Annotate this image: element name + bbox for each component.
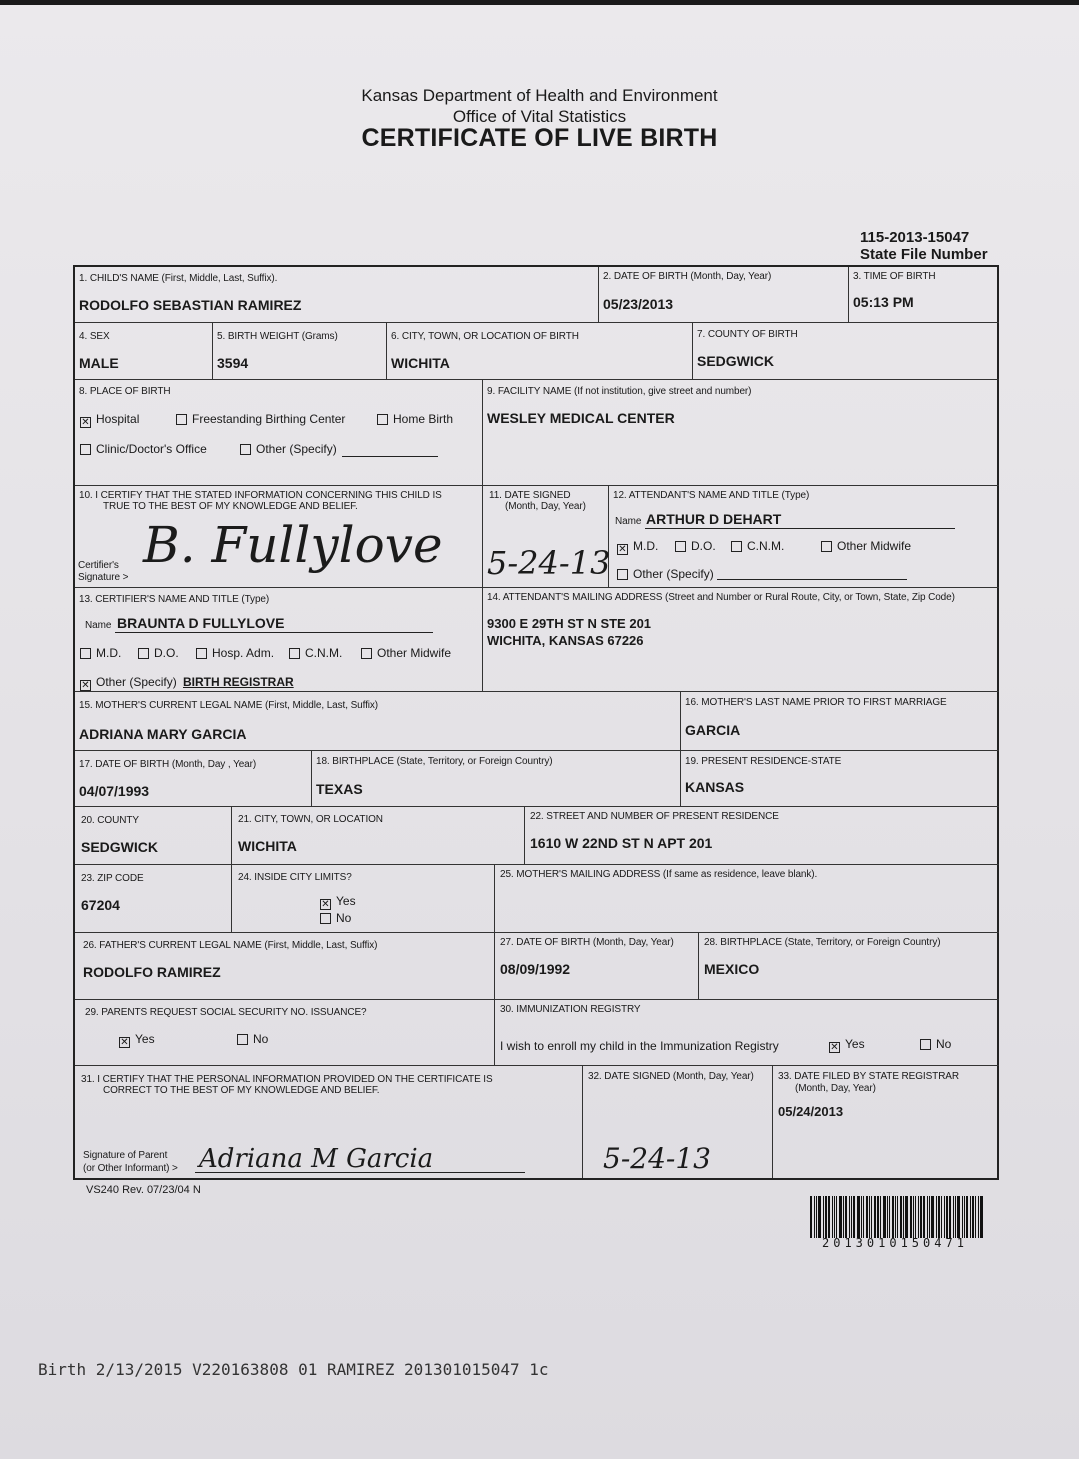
barcode-bar xyxy=(843,1196,844,1238)
parent-signature-label-1: Signature of Parent xyxy=(83,1150,168,1161)
office-name: Office of Vital Statistics xyxy=(452,107,627,126)
field-8-place-of-birth xyxy=(75,380,483,486)
barcode-bar xyxy=(980,1196,983,1238)
field-13-certifier-name xyxy=(75,588,483,692)
field-label: 22. STREET AND NUMBER OF PRESENT RESIDENCE xyxy=(530,811,779,822)
father-birthplace-value: MEXICO xyxy=(704,961,760,977)
checkbox-icon xyxy=(675,541,686,552)
barcode-bar xyxy=(832,1196,833,1238)
barcode-bar xyxy=(871,1196,872,1238)
barcode-bar xyxy=(892,1196,894,1238)
option-hospital[interactable]: ✕ Hospital xyxy=(81,412,140,428)
option-no[interactable]: No xyxy=(237,1032,268,1046)
form-revision: VS240 Rev. 07/23/04 N xyxy=(86,1184,201,1196)
field-label: 25. MOTHER'S MAILING ADDRESS (If same as residence, leave blank). xyxy=(500,869,818,880)
barcode-bar xyxy=(853,1196,855,1238)
barcode-bar xyxy=(895,1196,896,1238)
option-md[interactable]: ✕ M.D. xyxy=(618,539,659,555)
date-signed-handwritten: 5-24-13 xyxy=(487,544,611,582)
field-22-street-address xyxy=(525,807,999,865)
option-freestanding[interactable]: Freestanding Birthing Center xyxy=(176,412,345,426)
checkbox-icon xyxy=(289,648,300,659)
name-label: Name xyxy=(85,620,112,631)
city-of-birth-value: WICHITA xyxy=(391,355,450,371)
field-20-county xyxy=(75,807,232,865)
option-other[interactable]: Other (Specify) xyxy=(240,442,337,456)
barcode-bar xyxy=(966,1196,968,1238)
barcode-bar xyxy=(851,1196,852,1238)
option-other-specify[interactable]: ✕ Other (Specify) xyxy=(81,675,177,691)
option-clinic[interactable]: Clinic/Doctor's Office xyxy=(80,442,207,456)
birth-weight-value: 3594 xyxy=(217,355,249,371)
field-1-child-name xyxy=(75,267,599,323)
field-4-sex xyxy=(75,323,213,380)
attendant-name-value: ARTHUR D DEHART xyxy=(646,511,782,527)
field-28-father-birthplace xyxy=(699,933,999,1000)
barcode-bar xyxy=(877,1196,879,1238)
field-label: 11. DATE SIGNED xyxy=(489,490,571,501)
time-of-birth-value: 05:13 PM xyxy=(853,294,914,310)
field-11-date-signed xyxy=(483,486,609,588)
field-21-city xyxy=(232,807,525,865)
barcode-bar xyxy=(845,1196,847,1238)
field-14-attendant-address xyxy=(483,588,999,692)
checkbox-icon xyxy=(617,569,628,580)
checkbox-checked-icon: ✕ xyxy=(81,680,90,691)
field-label: 26. FATHER'S CURRENT LEGAL NAME (First, Middle, Last, Suffix) xyxy=(83,940,378,951)
field-label: 5. BIRTH WEIGHT (Grams) xyxy=(217,331,338,342)
date-of-birth-value: 05/23/2013 xyxy=(603,296,674,312)
county-value: SEDGWICK xyxy=(81,839,158,855)
checkbox-checked-icon: ✕ xyxy=(321,899,330,910)
barcode-bar xyxy=(857,1196,860,1238)
county-of-birth-value: SEDGWICK xyxy=(697,353,774,369)
barcode-bar xyxy=(897,1196,898,1238)
barcode-bar xyxy=(905,1196,908,1238)
field-30-immunization-registry xyxy=(495,1000,999,1066)
field-32-date-signed xyxy=(583,1066,773,1178)
barcode-bar xyxy=(814,1196,815,1238)
barcode-bar xyxy=(955,1196,956,1238)
barcode-bar xyxy=(915,1196,916,1238)
checkbox-icon xyxy=(80,444,91,455)
field-label: 33. DATE FILED BY STATE REGISTRAR xyxy=(778,1071,960,1082)
zip-code-value: 67204 xyxy=(81,897,120,913)
option-yes[interactable]: ✕ Yes xyxy=(321,894,356,910)
barcode-bar xyxy=(818,1196,821,1238)
checkbox-checked-icon: ✕ xyxy=(120,1037,129,1048)
field-17-mother-dob xyxy=(75,751,312,807)
field-27-father-dob xyxy=(495,933,699,1000)
checkbox-icon xyxy=(80,648,91,659)
field-label: 4. SEX xyxy=(79,331,110,342)
name-label: Name xyxy=(615,516,642,527)
street-address-value: 1610 W 22ND ST N APT 201 xyxy=(530,835,713,851)
parent-signature-label-2: (or Other Informant) > xyxy=(83,1163,178,1174)
option-yes[interactable]: ✕ Yes xyxy=(830,1037,865,1053)
attendant-address-line-2: WICHITA, KANSAS 67226 xyxy=(487,633,644,648)
sex-value: MALE xyxy=(79,355,119,371)
barcode-bar xyxy=(949,1196,951,1238)
field-label: 8. PLACE OF BIRTH xyxy=(79,386,171,397)
field-label: 17. DATE OF BIRTH (Month, Day , Year) xyxy=(79,759,257,770)
barcode-bar xyxy=(978,1196,979,1238)
field-label: 18. BIRTHPLACE (State, Territory, or Foreign Country) xyxy=(316,756,553,767)
field-12-attendant xyxy=(609,486,999,588)
option-cnm[interactable]: C.N.M. xyxy=(289,646,342,660)
option-home-birth[interactable]: Home Birth xyxy=(377,412,453,426)
checkbox-icon xyxy=(361,648,372,659)
certificate-form xyxy=(73,265,999,1180)
barcode-bar xyxy=(834,1196,835,1238)
field-24-inside-city-limits xyxy=(232,865,495,933)
certifier-name-line xyxy=(115,632,433,633)
attendant-name-line xyxy=(645,528,955,529)
barcode-bar xyxy=(849,1196,850,1238)
checkbox-icon xyxy=(138,648,149,659)
other-specify-line xyxy=(342,456,438,457)
field-label-2: CORRECT TO THE BEST OF MY KNOWLEDGE AND BELIEF. xyxy=(103,1085,380,1096)
barcode-bar xyxy=(972,1196,974,1238)
barcode-bar xyxy=(828,1196,830,1238)
field-label: 30. IMMUNIZATION REGISTRY xyxy=(500,1004,641,1015)
attendant-address-line-1: 9300 E 29TH ST N STE 201 xyxy=(487,616,652,631)
option-other-midwife[interactable]: Other Midwife xyxy=(361,646,451,660)
father-dob-value: 08/09/1992 xyxy=(500,961,571,977)
field-label-2: TRUE TO THE BEST OF MY KNOWLEDGE AND BELIEF. xyxy=(103,501,358,512)
certifier-title-value: BIRTH REGISTRAR xyxy=(183,675,294,689)
field-label: 32. DATE SIGNED (Month, Day, Year) xyxy=(588,1071,754,1082)
field-label: 14. ATTENDANT'S MAILING ADDRESS (Street and Number or Rural Route, City, or Town, State, Zip Code) xyxy=(487,592,955,603)
option-do[interactable]: D.O. xyxy=(675,539,716,553)
certifier-signature: B. Fullylove xyxy=(143,516,443,574)
field-label: 23. ZIP CODE xyxy=(81,873,144,884)
mother-dob-value: 04/07/1993 xyxy=(79,783,150,799)
field-label: 2. DATE OF BIRTH (Month, Day, Year) xyxy=(603,271,772,282)
field-label: 28. BIRTHPLACE (State, Territory, or Foreign Country) xyxy=(704,937,941,948)
field-23-zip-code xyxy=(75,865,232,933)
mother-birthplace-value: TEXAS xyxy=(316,781,363,797)
parent-signature: Adriana M Garcia xyxy=(199,1144,434,1174)
checkbox-icon xyxy=(237,1034,248,1045)
parent-date-signed-handwritten: 5-24-13 xyxy=(603,1142,711,1175)
field-label: 15. MOTHER'S CURRENT LEGAL NAME (First, Middle, Last, Suffix) xyxy=(79,700,379,711)
barcode-bar xyxy=(953,1196,954,1238)
field-19-residence-state xyxy=(681,751,999,807)
option-do[interactable]: D.O. xyxy=(138,646,179,660)
barcode-bar xyxy=(816,1196,817,1238)
other-specify-line xyxy=(717,579,907,580)
barcode-bar xyxy=(975,1196,976,1238)
barcode-bar xyxy=(964,1196,965,1238)
barcode-bar xyxy=(929,1196,930,1238)
field-31-parent-certification xyxy=(75,1066,583,1178)
checkbox-checked-icon: ✕ xyxy=(81,417,90,428)
checkbox-icon xyxy=(920,1039,931,1050)
barcode-bar xyxy=(920,1196,922,1238)
field-label: 29. PARENTS REQUEST SOCIAL SECURITY NO. ISSUANCE? xyxy=(85,1007,367,1018)
barcode-bar xyxy=(938,1196,940,1238)
barcode-bar xyxy=(962,1196,963,1238)
checkbox-checked-icon: ✕ xyxy=(830,1042,839,1053)
field-label-2: (Month, Day, Year) xyxy=(795,1083,876,1094)
field-label: 16. MOTHER'S LAST NAME PRIOR TO FIRST MARRIAGE xyxy=(685,697,947,708)
print-line: Birth 2/13/2015 V220163808 01 RAMIREZ 201301015047 1c xyxy=(38,1360,549,1379)
field-7-county-of-birth xyxy=(693,323,999,380)
checkbox-icon xyxy=(731,541,742,552)
field-label: 21. CITY, TOWN, OR LOCATION xyxy=(238,814,383,825)
agency-name: Kansas Department of Health and Environment xyxy=(361,86,718,105)
field-label-2: (Month, Day, Year) xyxy=(505,501,586,512)
certifier-name-value: BRAUNTA D FULLYLOVE xyxy=(117,615,285,631)
option-other-midwife[interactable]: Other Midwife xyxy=(821,539,911,553)
father-name-value: RODOLFO RAMIREZ xyxy=(83,964,221,980)
checkbox-icon xyxy=(821,541,832,552)
state-file-number-label: State File Number xyxy=(860,246,988,263)
checkbox-icon xyxy=(196,648,207,659)
option-md[interactable]: M.D. xyxy=(80,646,121,660)
field-15-mother-name xyxy=(75,692,681,751)
option-hosp-adm[interactable]: Hosp. Adm. xyxy=(196,646,274,660)
option-yes[interactable]: ✕ Yes xyxy=(120,1032,155,1048)
barcode-bar xyxy=(946,1196,948,1238)
parent-signature-line xyxy=(195,1172,525,1173)
field-label: 31. I CERTIFY THAT THE PERSONAL INFORMATION PROVIDED ON THE CERTIFICATE IS xyxy=(81,1074,493,1085)
barcode-bar xyxy=(863,1196,864,1238)
barcode-bar xyxy=(931,1196,934,1238)
field-label: 13. CERTIFIER'S NAME AND TITLE (Type) xyxy=(79,594,270,605)
field-26-father-name xyxy=(75,933,495,1000)
field-5-birth-weight xyxy=(213,323,387,380)
field-10-certification xyxy=(75,486,483,588)
checkbox-icon xyxy=(240,444,251,455)
barcode-bar xyxy=(887,1196,888,1238)
immunization-registry-text: I wish to enroll my child in the Immunization Registry xyxy=(500,1039,779,1053)
barcode-bar xyxy=(903,1196,904,1238)
barcode-bar xyxy=(913,1196,914,1238)
barcode-bar xyxy=(825,1196,827,1238)
facility-name-value: WESLEY MEDICAL CENTER xyxy=(487,410,675,426)
field-33-date-filed xyxy=(773,1066,999,1178)
field-label: 19. PRESENT RESIDENCE-STATE xyxy=(685,756,842,767)
field-label: 3. TIME OF BIRTH xyxy=(853,271,936,282)
checkbox-icon xyxy=(377,414,388,425)
field-label: 20. COUNTY xyxy=(81,815,139,826)
mother-name-value: ADRIANA MARY GARCIA xyxy=(79,726,247,742)
field-label: 12. ATTENDANT'S NAME AND TITLE (Type) xyxy=(613,490,810,501)
barcode-bar xyxy=(839,1196,842,1238)
barcode-bar xyxy=(823,1196,824,1238)
field-29-social-security xyxy=(75,1000,495,1066)
certifier-signature-label-1: Certifier's xyxy=(78,560,119,571)
checkbox-checked-icon: ✕ xyxy=(618,544,627,555)
field-25-mailing-address xyxy=(495,865,999,933)
field-6-city-of-birth xyxy=(387,323,693,380)
barcode-bar xyxy=(936,1196,937,1238)
option-cnm[interactable]: C.N.M. xyxy=(731,539,784,553)
field-16-mother-maiden-name xyxy=(681,692,999,751)
field-18-mother-birthplace xyxy=(312,751,681,807)
barcode-bar xyxy=(927,1196,928,1238)
barcode-bar xyxy=(883,1196,886,1238)
state-file-number: 115-2013-15047 xyxy=(860,229,970,246)
field-2-date-of-birth xyxy=(599,267,849,323)
barcode-bar xyxy=(889,1196,890,1238)
barcode-bar xyxy=(923,1196,925,1238)
barcode-bar xyxy=(941,1196,942,1238)
option-no[interactable]: No xyxy=(920,1037,951,1051)
field-label: 10. I CERTIFY THAT THE STATED INFORMATION CONCERNING THIS CHILD IS xyxy=(79,490,442,501)
field-label: 1. CHILD'S NAME (First, Middle, Last, Suffix). xyxy=(79,273,278,284)
certificate-title: CERTIFICATE OF LIVE BIRTH xyxy=(361,124,718,152)
barcode-bar xyxy=(866,1196,868,1238)
field-3-time-of-birth xyxy=(849,267,999,323)
barcode-number: 2013010150471 xyxy=(822,1236,968,1250)
date-filed-value: 05/24/2013 xyxy=(778,1104,844,1119)
field-9-facility-name xyxy=(483,380,999,486)
field-label: 6. CITY, TOWN, OR LOCATION OF BIRTH xyxy=(391,331,579,342)
barcode-bar xyxy=(861,1196,862,1238)
barcode-bar xyxy=(918,1196,919,1238)
option-other-specify[interactable]: Other (Specify) xyxy=(617,567,714,581)
barcode xyxy=(810,1196,1010,1238)
barcode-bar xyxy=(957,1196,960,1238)
city-value: WICHITA xyxy=(238,838,297,854)
barcode-bar xyxy=(874,1196,876,1238)
barcode-bar xyxy=(869,1196,870,1238)
option-no[interactable]: No xyxy=(320,911,351,925)
checkbox-icon xyxy=(320,913,331,924)
barcode-bar xyxy=(810,1196,812,1238)
barcode-bar xyxy=(836,1196,837,1238)
checkbox-icon xyxy=(176,414,187,425)
barcode-bar xyxy=(970,1196,971,1238)
certifier-signature-label-2: Signature > xyxy=(78,572,129,583)
barcode-bar xyxy=(910,1196,912,1238)
barcode-bar xyxy=(880,1196,881,1238)
barcode-bar xyxy=(944,1196,945,1238)
barcode-bar xyxy=(900,1196,902,1238)
residence-state-value: KANSAS xyxy=(685,779,745,795)
field-label: 27. DATE OF BIRTH (Month, Day, Year) xyxy=(500,937,674,948)
field-label: 7. COUNTY OF BIRTH xyxy=(697,329,798,340)
mother-maiden-name-value: GARCIA xyxy=(685,722,741,738)
field-label: 24. INSIDE CITY LIMITS? xyxy=(238,872,352,883)
field-label: 9. FACILITY NAME (If not institution, give street and number) xyxy=(487,386,752,397)
child-name-value: RODOLFO SEBASTIAN RAMIREZ xyxy=(79,297,302,313)
